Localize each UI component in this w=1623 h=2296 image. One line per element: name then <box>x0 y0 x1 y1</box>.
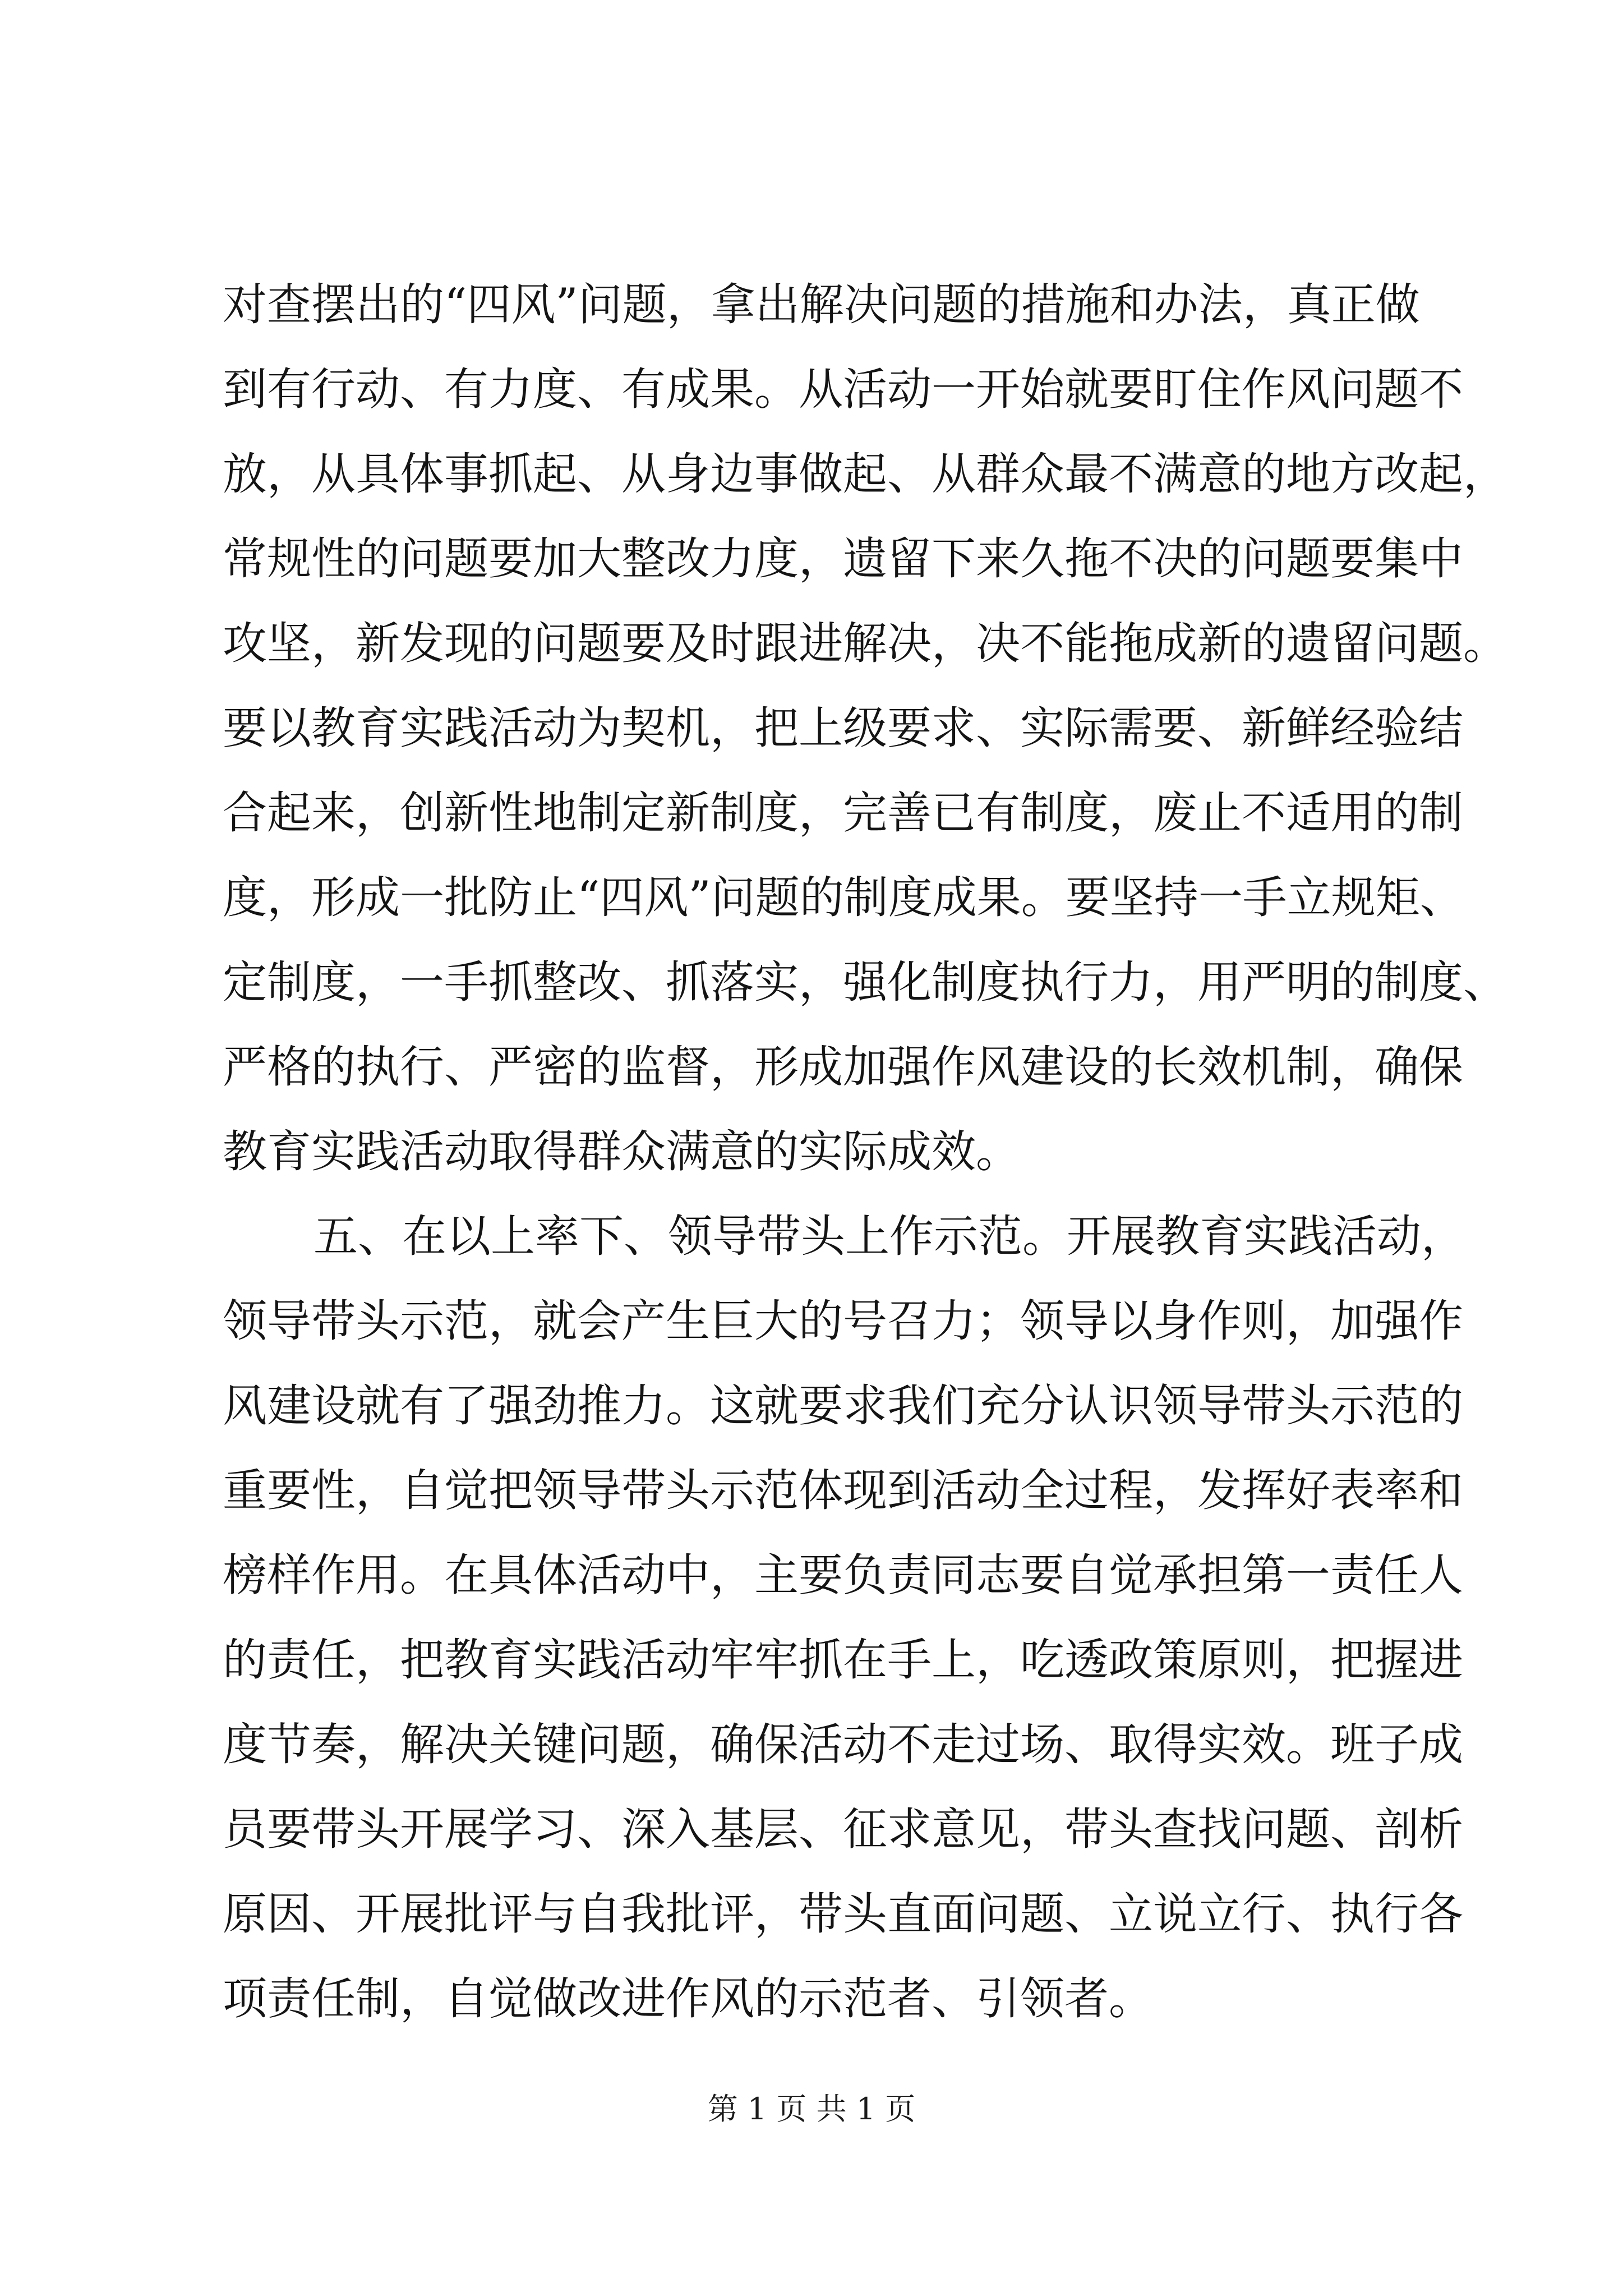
text-line: 对查摆出的“四风”问题，拿出解决问题的措施和办法，真正做 <box>223 279 1420 330</box>
text-line: 度节奏，解决关键问题，确保活动不走过场、取得实效。班子成 <box>223 1719 1463 1770</box>
text-line: 定制度，一手抓整改、抓落实，强化制度执行力，用严明的制度、 <box>223 956 1507 1008</box>
page-footer: 第 1 页 共 1 页 <box>707 2091 916 2127</box>
paragraph-end-line: 项责任制，自觉做改进作风的示范者、引领者。 <box>223 1973 1153 2024</box>
paragraph-end-line: 教育实践活动取得群众满意的实际成效。 <box>223 1126 1020 1177</box>
text-line: 的责任，把教育实践活动牢牢抓在手上，吃透政策原则，把握进 <box>223 1634 1463 1686</box>
text-line: 度，形成一批防止“四风”问题的制度成果。要坚持一手立规矩、 <box>223 872 1464 923</box>
text-line: 要以教育实践活动为契机，把上级要求、实际需要、新鲜经验结 <box>223 702 1463 754</box>
text-line: 严格的执行、严密的监督，形成加强作风建设的长效机制，确保 <box>223 1041 1463 1093</box>
text-line: 攻坚，新发现的问题要及时跟进解决，决不能拖成新的遗留问题。 <box>223 618 1507 669</box>
paragraph-start-line: 五、在以上率下、领导带头上作示范。开展教育实践活动， <box>313 1211 1465 1262</box>
document-body <box>223 263 1507 2041</box>
text-line: 原因、开展批评与自我批评，带头直面问题、立说立行、执行各 <box>223 1888 1463 1940</box>
text-line: 放，从具体事抓起、从身边事做起、从群众最不满意的地方改起， <box>223 448 1507 500</box>
text-line: 常规性的问题要加大整改力度，遗留下来久拖不决的问题要集中 <box>223 533 1463 585</box>
text-line: 风建设就有了强劲推力。这就要求我们充分认识领导带头示范的 <box>223 1380 1463 1432</box>
text-line: 合起来，创新性地制定新制度，完善已有制度，废止不适用的制 <box>223 787 1463 839</box>
text-line: 榜样作用。在具体活动中，主要负责同志要自觉承担第一责任人 <box>223 1549 1463 1601</box>
text-line: 员要带头开展学习、深入基层、征求意见，带头查找问题、剖析 <box>223 1803 1463 1855</box>
text-line: 到有行动、有力度、有成果。从活动一开始就要盯住作风问题不 <box>223 364 1463 415</box>
text-line: 领导带头示范，就会产生巨大的号召力；领导以身作则，加强作 <box>223 1295 1463 1347</box>
text-line: 重要性，自觉把领导带头示范体现到活动全过程，发挥好表率和 <box>223 1465 1463 1516</box>
